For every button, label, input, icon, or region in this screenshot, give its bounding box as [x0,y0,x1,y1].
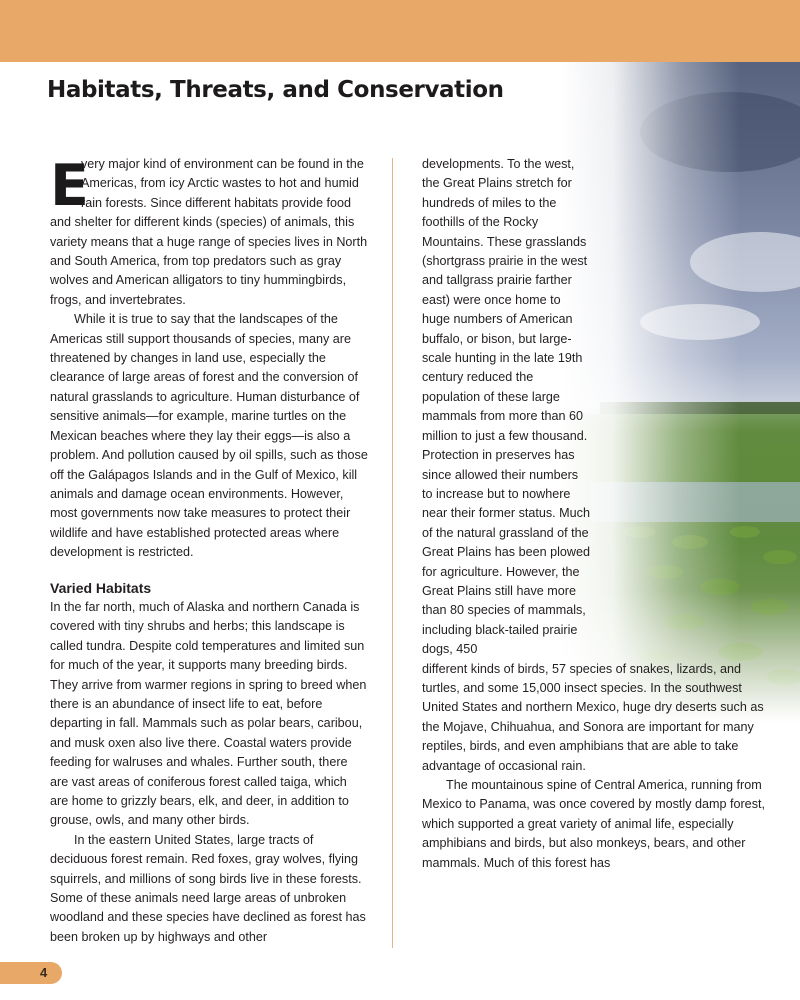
intro-paragraph-text: very major kind of environment can be found in the Americas, from icy Arctic wastes to hot and humid rain forests. Since different habitats provide food and shelter for different kinds (species) of animals, this variety means that a huge range of species lives in North and South America, from top predators such as gray wolves and American alligators to tiny hummingbirds, frogs, and invertebrates. [50,157,368,307]
page-number-tab [0,962,62,984]
left-column [50,155,368,947]
central-america-paragraph: The mountainous spine of Central America, running from Mexico to Panama, was once covered by mostly damp forest, which supported a great variety of animal life, especially amphibians and birds, but also monkeys, bears, and other mammals. Much of this forest has [422,778,765,870]
plains-paragraph-narrow: developments. To the west, the Great Plains stretch for hundreds of miles to the foothills of the Rocky Mountains. These grasslands (shortgrass prairie in the west and tallgrass prairie farther east) were once home to huge numbers of American buffalo, or bison, but large-scale hunting in the late 19th century reduced the population of these large mammals from more than 60 million to just a few thousand. Protection in preserves has since allowed their numbers to increase but to nowhere near their former status. Much of the natural grassland of the Great Plains has been plowed for agriculture. However, the Great Plains still have more than 80 species of mammals, including black-tailed prairie dogs, 450 [422,157,591,657]
section-heading: Varied Habitats [50,579,152,596]
right-column [422,155,767,873]
header-band [0,0,800,62]
forest-paragraph: In the eastern United States, large tracts of deciduous forest remain. Red foxes, gray wolves, flying squirrels, and millions of song birds live in these forests. Some of these animals need large areas of unbroken woodland and these species have declined as forest has been broken up by highways and other [50,832,366,944]
plains-paragraph-wide: different kinds of birds, 57 species of snakes, lizards, and turtles, and some 15,000 insect species. In the southwest United States and northern Mexico, huge dry deserts such as the Mojave, Chihuahua, and Sonora are important for many reptiles, birds, and even amphibians that are able to take advantage of occasional rain. [422,661,764,773]
tundra-paragraph: In the far north, much of Alaska and northern Canada is covered with tiny shrubs and herbs; this landscape is called tundra. Despite cold temperatures and limited sun for much of the year, it supports many breeding birds. They arrive from warmer regions in spring to breed when there is an abundance of insect life to eat, before departing in fall. Mammals such as polar bears, caribou, and musk oxen also live there. Coastal waters provide feeding for walruses and whales. Further south, there are vast areas of coniferous forest called taiga, which are home to grizzly bears, elk, and deer, in addition to grouse, owls, and many other birds. [50,599,367,828]
column-divider [392,158,393,948]
threats-paragraph: While it is true to say that the landscapes of the Americas still support thousands of species, many are threatened by changes in land use, especially the clearance of large areas of forest and the conversion of natural grasslands to agriculture. Human disturbance of sensitive animals—for example, marine turtles on the Mexican beaches where they lay their eggs—is also a problem. And pollution caused by oil spills, such as those off the Galápagos Islands and in the Gulf of Mexico, kill animals and damage ocean environments. However, most governments now take measures to protect their wildlife and have established protected areas where development is restricted. [50,312,368,560]
page-title: Habitats, Threats, and Conservation [47,77,504,103]
intro-paragraph [50,155,368,310]
drop-cap: E [50,153,89,219]
page-number: 4 [40,965,48,980]
